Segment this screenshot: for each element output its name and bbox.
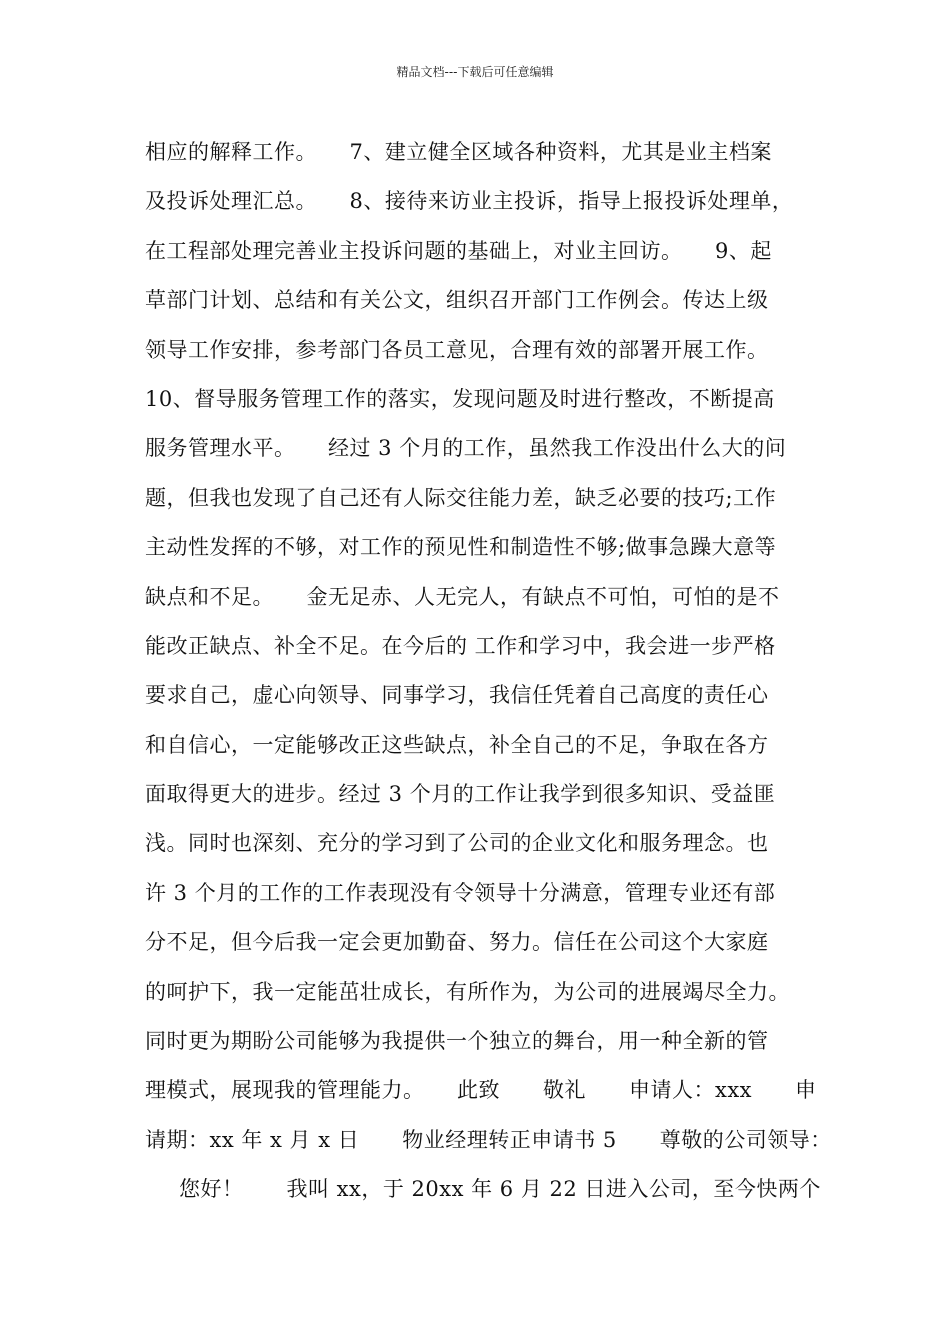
text-line: 服务管理水平。 经过 3 个月的工作，虽然我工作没出什么大的问 (145, 436, 787, 461)
text-line: 相应的解释工作。 7、建立健全区域各种资料，尤其是业主档案 (145, 140, 772, 164)
text-line: 浅。同时也深刻、充分的学习到了公司的企业文化和服务理念。也 (145, 831, 769, 856)
page-header: 精品文档---下载后可任意编辑 (396, 65, 554, 79)
text-line: 许 3 个月的工作的工作表现没有令领导十分满意，管理专业还有部 (145, 880, 776, 905)
text-line: 的呵护下，我一定能茁壮成长，有所作为，为公司的进展竭尽全力。 (145, 979, 790, 1004)
document-body (145, 132, 832, 1219)
text-line: 请期：xx 年 x 月 x 日 物业经理转正申请书 5 尊敬的公司领导： (145, 1127, 832, 1152)
text-line: 在工程部处理完善业主投诉问题的基础上，对业主回访。 9、起 (145, 238, 772, 263)
text-line: 面取得更大的进步。经过 3 个月的工作让我学到很多知识、受益匪 (145, 782, 776, 807)
text-line: 及投诉处理汇总。 8、接待来访业主投诉，指导上报投诉处理单， (145, 189, 794, 214)
text-line: 题，但我也发现了自己还有人际交往能力差，缺乏必要的技巧;工作 (145, 485, 777, 510)
text-line: 领导工作安排，参考部门各员工意见，合理有效的部署开展工作。 (145, 337, 769, 362)
text-line: 您好！ 我叫 xx，于 20xx 年 6 月 22 日进入公司，至今快两个 (179, 1177, 821, 1202)
text-line: 和自信心，一定能够改正这些缺点，补全自己的不足，争取在各方 (145, 732, 769, 757)
text-line: 要求自己，虚心向领导、同事学习，我信任凭着自己高度的责任心 (145, 683, 769, 708)
text-line: 理模式，展现我的管理能力。 此致 敬礼 申请人：xxx 申 (145, 1078, 817, 1103)
text-line: 能改正缺点、补全不足。在今后的 工作和学习中，我会进一步严格 (145, 633, 776, 658)
text-line: 同时更为期盼公司能够为我提供一个独立的舞台，用一种全新的管 (145, 1029, 769, 1054)
text-line: 草部门计划、总结和有关公文，组织召开部门工作例会。传达上级 (145, 288, 769, 313)
text-line: 10、督导服务管理工作的落实，发现问题及时进行整改，不断提高 (145, 386, 775, 411)
text-line: 缺点和不足。 金无足赤、人无完人，有缺点不可怕，可怕的是不 (145, 584, 780, 609)
text-line: 分不足，但今后我一定会更加勤奋、努力。信任在公司这个大家庭 (145, 930, 769, 955)
text-line: 主动性发挥的不够，对工作的预见性和制造性不够;做事急躁大意等 (145, 535, 777, 560)
